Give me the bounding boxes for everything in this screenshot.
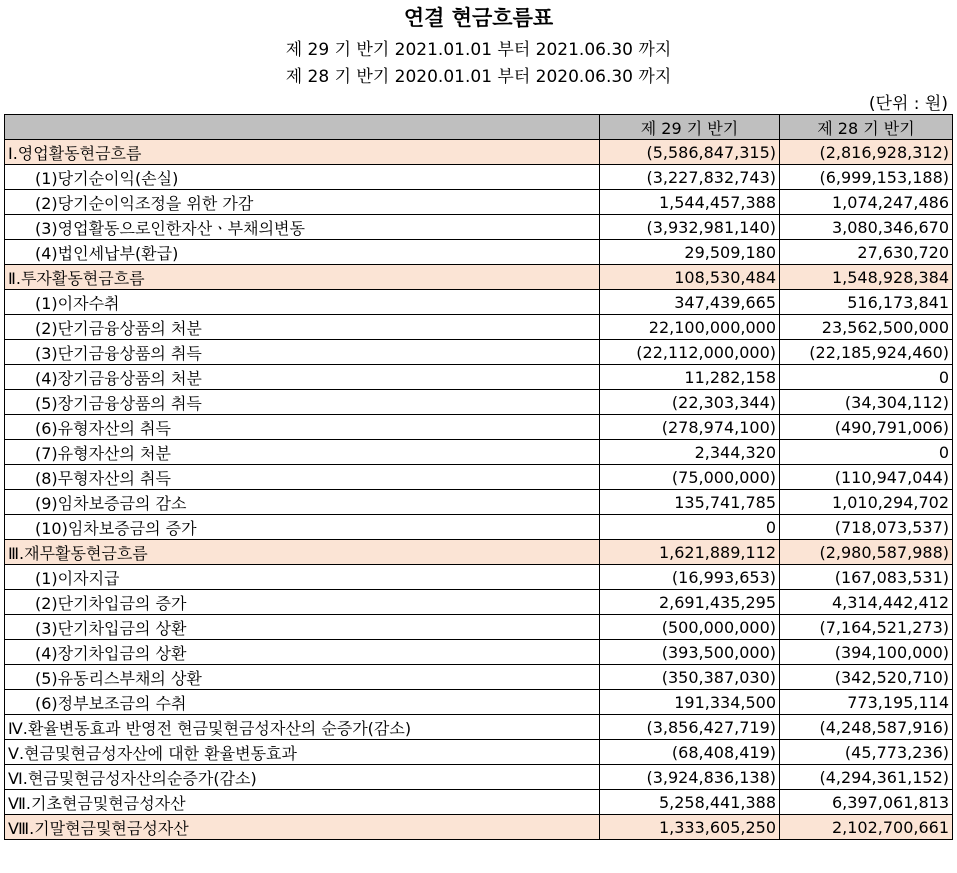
row-current-value: (5,586,847,315) xyxy=(600,140,780,165)
row-label: Ⅱ.투자활동현금흐름 xyxy=(5,265,600,290)
row-current-value: 29,509,180 xyxy=(600,240,780,265)
row-prior-value: (110,947,044) xyxy=(780,465,953,490)
row-prior-value: 516,173,841 xyxy=(780,290,953,315)
period-prior: 제 28 기 반기 2020.01.01 부터 2020.06.30 까지 xyxy=(285,67,672,87)
row-label: (2)단기차입금의 증가 xyxy=(5,590,600,615)
row-prior-value: 1,074,247,486 xyxy=(780,190,953,215)
table-row xyxy=(5,215,953,240)
table-row xyxy=(5,290,953,315)
header-prior-period: 제 28 기 반기 xyxy=(780,115,953,140)
row-label: (8)무형자산의 취득 xyxy=(5,465,600,490)
row-current-value: 2,691,435,295 xyxy=(600,590,780,615)
row-prior-value: (2,816,928,312) xyxy=(780,140,953,165)
row-current-value: 347,439,665 xyxy=(600,290,780,315)
header-current-period: 제 29 기 반기 xyxy=(600,115,780,140)
row-label: Ⅷ.기말현금및현금성자산 xyxy=(5,815,600,840)
table-row xyxy=(5,765,953,790)
table-row xyxy=(5,165,953,190)
table-row xyxy=(5,190,953,215)
row-label: (7)유형자산의 처분 xyxy=(5,440,600,465)
table-row xyxy=(5,540,953,565)
row-prior-value: 1,010,294,702 xyxy=(780,490,953,515)
row-current-value: (393,500,000) xyxy=(600,640,780,665)
row-prior-value: (342,520,710) xyxy=(780,665,953,690)
row-label: (5)장기금융상품의 취득 xyxy=(5,390,600,415)
table-row xyxy=(5,565,953,590)
row-prior-value: 3,080,346,670 xyxy=(780,215,953,240)
table-row xyxy=(5,340,953,365)
row-current-value: 1,544,457,388 xyxy=(600,190,780,215)
table-row xyxy=(5,240,953,265)
row-current-value: 1,333,605,250 xyxy=(600,815,780,840)
row-current-value: (3,932,981,140) xyxy=(600,215,780,240)
header-label-column xyxy=(5,115,600,140)
row-prior-value: (490,791,006) xyxy=(780,415,953,440)
row-label: (9)임차보증금의 감소 xyxy=(5,490,600,515)
row-prior-value: (394,100,000) xyxy=(780,640,953,665)
row-current-value: (3,227,832,743) xyxy=(600,165,780,190)
table-row xyxy=(5,390,953,415)
row-label: (3)단기금융상품의 취득 xyxy=(5,340,600,365)
table-row xyxy=(5,465,953,490)
period-current: 제 29 기 반기 2021.01.01 부터 2021.06.30 까지 xyxy=(285,40,672,60)
row-prior-value: (34,304,112) xyxy=(780,390,953,415)
table-row xyxy=(5,615,953,640)
row-prior-value: (6,999,153,188) xyxy=(780,165,953,190)
table-row xyxy=(5,265,953,290)
row-label: (1)당기순이익(손실) xyxy=(5,165,600,190)
row-prior-value: (4,248,587,916) xyxy=(780,715,953,740)
row-label: (3)단기차입금의 상환 xyxy=(5,615,600,640)
row-label: (2)당기순이익조정을 위한 가감 xyxy=(5,190,600,215)
table-row xyxy=(5,315,953,340)
row-label: Ⅲ.재무활동현금흐름 xyxy=(5,540,600,565)
row-prior-value: 6,397,061,813 xyxy=(780,790,953,815)
cash-flow-table xyxy=(4,114,953,840)
row-prior-value: (718,073,537) xyxy=(780,515,953,540)
row-label: Ⅰ.영업활동현금흐름 xyxy=(5,140,600,165)
row-current-value: (68,408,419) xyxy=(600,740,780,765)
row-label: (10)임차보증금의 증가 xyxy=(5,515,600,540)
row-label: (6)정부보조금의 수취 xyxy=(5,690,600,715)
row-prior-value: (4,294,361,152) xyxy=(780,765,953,790)
row-current-value: (3,856,427,719) xyxy=(600,715,780,740)
table-row xyxy=(5,490,953,515)
table-row xyxy=(5,590,953,615)
row-prior-value: (2,980,587,988) xyxy=(780,540,953,565)
row-current-value: 135,741,785 xyxy=(600,490,780,515)
table-row xyxy=(5,665,953,690)
row-prior-value: 773,195,114 xyxy=(780,690,953,715)
row-current-value: (22,303,344) xyxy=(600,390,780,415)
row-current-value: (3,924,836,138) xyxy=(600,765,780,790)
row-label: (5)유동리스부채의 상환 xyxy=(5,665,600,690)
row-current-value: (350,387,030) xyxy=(600,665,780,690)
row-prior-value: 1,548,928,384 xyxy=(780,265,953,290)
table-row xyxy=(5,715,953,740)
table-row xyxy=(5,515,953,540)
table-row xyxy=(5,365,953,390)
row-current-value: 22,100,000,000 xyxy=(600,315,780,340)
row-label: (3)영업활동으로인한자산ㆍ부채의변동 xyxy=(5,215,600,240)
unit-label: (단위 : 원) xyxy=(868,94,948,114)
table-row xyxy=(5,440,953,465)
row-prior-value: (45,773,236) xyxy=(780,740,953,765)
row-current-value: (22,112,000,000) xyxy=(600,340,780,365)
row-current-value: 2,344,320 xyxy=(600,440,780,465)
row-label: (1)이자지급 xyxy=(5,565,600,590)
row-label: (4)법인세납부(환급) xyxy=(5,240,600,265)
table-row xyxy=(5,640,953,665)
table-row xyxy=(5,140,953,165)
row-label: (1)이자수취 xyxy=(5,290,600,315)
row-current-value: (75,000,000) xyxy=(600,465,780,490)
row-label: Ⅵ.현금및현금성자산의순증가(감소) xyxy=(5,765,600,790)
row-current-value: (500,000,000) xyxy=(600,615,780,640)
row-label: Ⅶ.기초현금및현금성자산 xyxy=(5,790,600,815)
row-label: (4)장기금융상품의 처분 xyxy=(5,365,600,390)
table-row xyxy=(5,790,953,815)
row-current-value: 108,530,484 xyxy=(600,265,780,290)
row-current-value: 0 xyxy=(600,515,780,540)
row-prior-value: 2,102,700,661 xyxy=(780,815,953,840)
row-current-value: (16,993,653) xyxy=(600,565,780,590)
row-prior-value: 0 xyxy=(780,365,953,390)
row-label: (2)단기금융상품의 처분 xyxy=(5,315,600,340)
row-current-value: 1,621,889,112 xyxy=(600,540,780,565)
row-prior-value: 23,562,500,000 xyxy=(780,315,953,340)
table-header-row xyxy=(5,115,953,140)
table-row xyxy=(5,690,953,715)
row-current-value: 11,282,158 xyxy=(600,365,780,390)
row-label: Ⅳ.환율변동효과 반영전 현금및현금성자산의 순증가(감소) xyxy=(5,715,600,740)
row-prior-value: (22,185,924,460) xyxy=(780,340,953,365)
row-prior-value: 4,314,442,412 xyxy=(780,590,953,615)
row-prior-value: (167,083,531) xyxy=(780,565,953,590)
table-row xyxy=(5,815,953,840)
row-label: (4)장기차입금의 상환 xyxy=(5,640,600,665)
row-current-value: 5,258,441,388 xyxy=(600,790,780,815)
table-row xyxy=(5,740,953,765)
row-current-value: 191,334,500 xyxy=(600,690,780,715)
row-current-value: (278,974,100) xyxy=(600,415,780,440)
row-label: Ⅴ.현금및현금성자산에 대한 환율변동효과 xyxy=(5,740,600,765)
statement-title: 연결 현금흐름표 xyxy=(403,6,554,30)
table-row xyxy=(5,415,953,440)
row-prior-value: 0 xyxy=(780,440,953,465)
row-label: (6)유형자산의 취득 xyxy=(5,415,600,440)
row-prior-value: (7,164,521,273) xyxy=(780,615,953,640)
row-prior-value: 27,630,720 xyxy=(780,240,953,265)
